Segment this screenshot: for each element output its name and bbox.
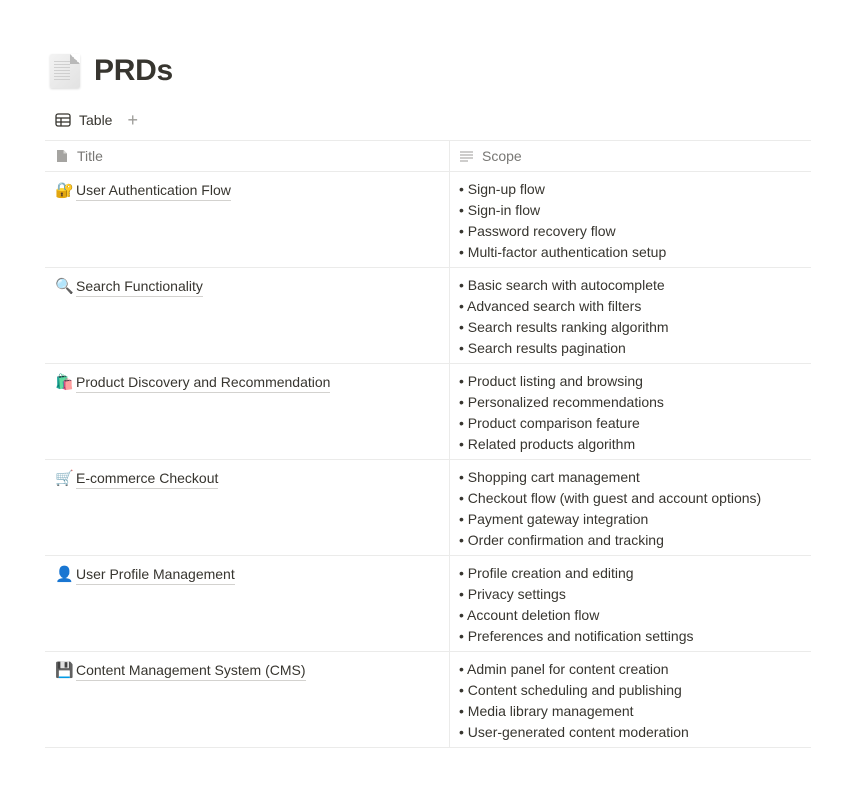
scope-item: • Related products algorithm <box>459 436 636 452</box>
magnifying-glass-icon: 🔍 <box>55 277 74 295</box>
scope-item: • Sign-in flow <box>459 202 541 218</box>
scope-item: • Search results pagination <box>459 340 626 356</box>
shopping-bags-icon: 🛍️ <box>55 373 74 391</box>
page-title[interactable]: PRDs <box>94 54 173 87</box>
scope-cell[interactable] <box>450 364 811 459</box>
scope-item: • Privacy settings <box>459 586 566 602</box>
column-header-scope[interactable] <box>450 141 811 171</box>
scope-item: • Content scheduling and publishing <box>459 682 682 698</box>
scope-item: • Payment gateway integration <box>459 511 649 527</box>
scope-cell[interactable] <box>450 460 811 555</box>
table-row[interactable] <box>45 364 811 460</box>
scope-item: • Personalized recommendations <box>459 394 664 410</box>
scope-item: • Profile creation and editing <box>459 565 634 581</box>
page-icon <box>55 149 69 163</box>
scope-item: • Search results ranking algorithm <box>459 319 669 335</box>
scope-item: • Multi-factor authentication setup <box>459 244 667 260</box>
user-silhouette-icon: 👤 <box>55 565 74 583</box>
database-table <box>45 140 811 748</box>
title-cell[interactable] <box>45 268 450 363</box>
tab-table-view[interactable] <box>55 112 112 128</box>
title-cell[interactable] <box>45 460 450 555</box>
view-bar <box>55 110 138 130</box>
scope-item: • Advanced search with filters <box>459 298 642 314</box>
scope-cell[interactable] <box>450 268 811 363</box>
title-cell[interactable] <box>45 172 450 267</box>
row-title-link[interactable]: Content Management System (CMS) <box>76 660 306 681</box>
scope-item: • User-generated content moderation <box>459 724 689 740</box>
table-row[interactable] <box>45 556 811 652</box>
tab-label: Table <box>79 112 113 128</box>
scope-cell[interactable] <box>450 172 811 267</box>
scope-cell[interactable] <box>450 556 811 651</box>
column-label: Scope <box>482 148 522 164</box>
scope-item: • Basic search with autocomplete <box>459 277 665 293</box>
table-row[interactable] <box>45 172 811 268</box>
scope-item: • Account deletion flow <box>459 607 600 623</box>
scope-item: • Product comparison feature <box>459 415 640 431</box>
scope-item: • Product listing and browsing <box>459 373 643 389</box>
title-cell[interactable] <box>45 556 450 651</box>
row-title-link[interactable]: E-commerce Checkout <box>76 468 218 489</box>
page-header <box>48 52 173 90</box>
scope-item: • Order confirmation and tracking <box>459 532 664 548</box>
title-cell[interactable] <box>45 364 450 459</box>
scope-item: • Checkout flow (with guest and account options) <box>459 490 762 506</box>
scope-item: • Media library management <box>459 703 634 719</box>
lock-with-key-icon: 🔐 <box>55 181 74 199</box>
scope-cell[interactable] <box>450 652 811 747</box>
scope-item: • Password recovery flow <box>459 223 616 239</box>
shopping-cart-icon: 🛒 <box>55 469 74 487</box>
row-title-link[interactable]: Search Functionality <box>76 276 203 297</box>
scope-item: • Sign-up flow <box>459 181 545 197</box>
table-row[interactable] <box>45 268 811 364</box>
text-lines-icon <box>459 150 474 163</box>
table-header <box>45 140 811 172</box>
table-row[interactable] <box>45 460 811 556</box>
title-cell[interactable] <box>45 652 450 747</box>
add-view-button[interactable]: + <box>127 110 138 130</box>
table-icon <box>55 113 71 127</box>
row-title-link[interactable]: Product Discovery and Recommendation <box>76 372 330 393</box>
row-title-link[interactable]: User Profile Management <box>76 564 235 585</box>
floppy-disk-icon: 💾 <box>55 661 74 679</box>
scope-item: • Shopping cart management <box>459 469 640 485</box>
scope-item: • Preferences and notification settings <box>459 628 694 644</box>
scope-item: • Admin panel for content creation <box>459 661 669 677</box>
page-facing-up-icon[interactable] <box>48 52 82 90</box>
column-header-title[interactable] <box>45 141 450 171</box>
table-row[interactable] <box>45 652 811 748</box>
column-label: Title <box>77 148 103 164</box>
row-title-link[interactable]: User Authentication Flow <box>76 180 231 201</box>
